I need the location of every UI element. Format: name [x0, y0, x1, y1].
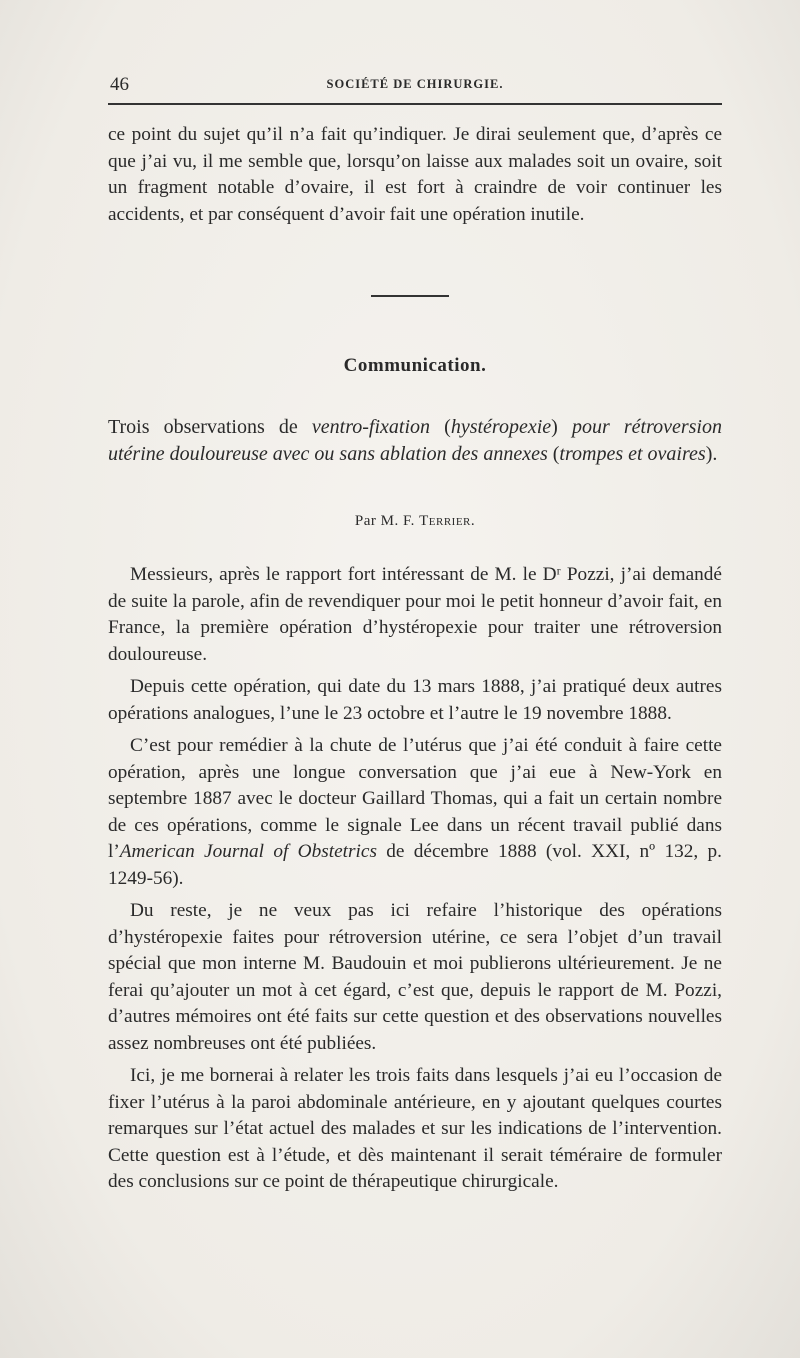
body-text: [108, 562, 722, 1202]
page-number: 46: [110, 74, 129, 95]
paragraph: Messieurs, après le rapport fort intéressant de M. le Dʳ Pozzi, j’ai demandé de suite la parole, afin de revendiquer pour moi le petit honneur d’avoir fait, en France, la première opération d’hystéropexie pour traiter une rétroversion douloureuse.: [108, 564, 722, 665]
title-italic: hystéropexie: [450, 416, 552, 438]
title-part: ).: [705, 443, 718, 465]
author-line: [108, 513, 722, 530]
intro-paragraph: ce point du sujet qu’il n’a fait qu’indiquer. Je dirai seulement que, d’après ce que j’ai vu, il me semble que, lorsqu’on laisse aux malades soit un ovaire, soit un fragment notable d’ovaire, il est fort à craindre de voir continuer les accidents, et par conséquent d’avoir fait une opération inutile.: [108, 124, 722, 225]
running-title: SOCIÉTÉ DE CHIRURGIE.: [326, 77, 504, 91]
section-heading: Communication.: [343, 355, 487, 376]
paragraph: Depuis cette opération, qui date du 13 mars 1888, j’ai pratiqué deux autres opérations analogues, l’une le 23 octobre et l’autre le 19 novembre 1888.: [108, 676, 722, 724]
title-italic: trompes et ovaires: [559, 443, 706, 465]
header-rule: [108, 103, 722, 105]
section-divider: [371, 295, 449, 297]
title-part: ): [551, 416, 572, 438]
author-prefix: Par M. F.: [354, 513, 420, 529]
title-part: Trois observations de: [108, 416, 312, 438]
author-name: Terrier.: [419, 513, 476, 529]
title-part: (: [547, 443, 560, 465]
journal-title: American Journal of Obstetrics: [119, 841, 377, 862]
paragraph: Ici, je me bornerai à relater les trois faits dans lesquels j’ai eu l’occasion de fixer l’utérus à la paroi abdominale antérieure, en y ajoutant quelques courtes remarques sur l’état actuel des malades et sur les indications de l’intervention. Cette question est à l’étude, et dès maintenant il serait téméraire de formuler des conclusions sur ce point de thérapeutique chirurgicale.: [108, 1065, 722, 1192]
page-header: [108, 74, 722, 100]
communication-title: [108, 414, 722, 468]
title-italic: ventro-fixation: [311, 416, 431, 438]
paragraph-text: C’est pour remédier à la chute de l’utérus que j’ai été conduit à faire cette opération, après une longue conversation que j’ai eue à New-York en septembre 1887 avec le docteur Gaillard Thomas, qui a fait un certain nombre de ces opérations, comme le signale Lee dans un récent travail publié dans l’: [108, 735, 722, 862]
title-italic: pour rétroversion utérine douloureuse avec ou sans ablation des annexes: [108, 416, 722, 465]
paragraph-text: de décembre 1888 (vol. XXI, nº 132, p. 1249-56).: [108, 841, 722, 889]
paragraph: Du reste, je ne veux pas ici refaire l’historique des opérations d’hystéropexie faites pour rétroversion utérine, ce sera l’objet d’un travail spécial que mon interne M. Baudouin et moi publierons ultérieurement. Je ne ferai qu’ajouter un mot à cet égard, c’est que, depuis le rapport de M. Pozzi, d’autres mémoires ont été faits sur cette question et des observations nouvelles assez nombreuses ont été publiées.: [108, 900, 722, 1054]
title-part: (: [430, 416, 451, 438]
paragraph: [108, 733, 722, 892]
